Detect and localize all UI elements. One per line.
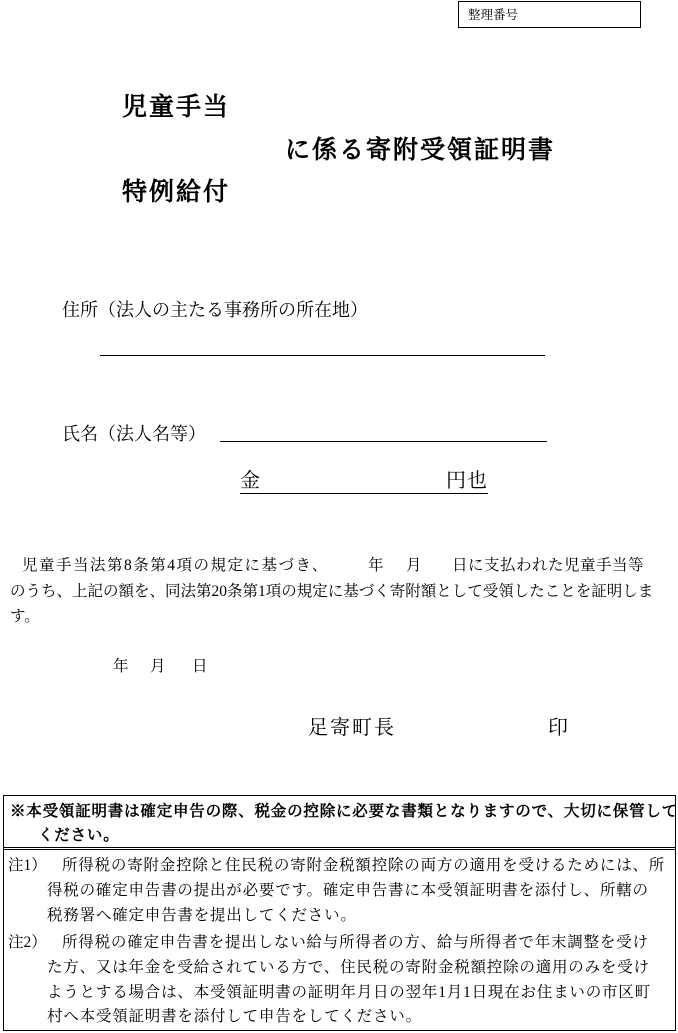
amount-suffix: 円也 bbox=[446, 470, 488, 492]
note-label: 注1） bbox=[8, 857, 47, 874]
issue-date-year-label: 年 bbox=[113, 658, 129, 675]
reference-number-label: 整理番号 bbox=[468, 8, 519, 22]
notice-divider bbox=[3, 847, 676, 850]
issuer-title: 足寄町長 bbox=[308, 717, 396, 739]
note-line: 所得税の寄附金控除と住民税の寄附金税額控除の両方の適用を受けるためには、所 bbox=[62, 857, 666, 874]
important-notice-line: ※本受領証明書は確定申告の際、税金の控除に必要な書類となりますので、大切に保管して bbox=[10, 803, 678, 820]
title-program-special-benefit: 特例給付 bbox=[122, 178, 231, 206]
address-label: 住所（法人の主たる事務所の所在地） bbox=[62, 300, 368, 320]
certification-month-label: 月 bbox=[406, 557, 422, 574]
address-fill-line bbox=[100, 355, 545, 356]
certification-line: 日に支払われた児童手当等 bbox=[452, 557, 645, 574]
note-line: ようとする場合は、本受領証明書の証明年月日の翌年1月1日現在お住まいの市区町 bbox=[47, 984, 651, 1001]
issue-date-day-label: 日 bbox=[192, 658, 208, 675]
amount-prefix: 金 bbox=[240, 470, 260, 492]
reference-number-box bbox=[458, 1, 641, 28]
note-line: 所得税の確定申告書を提出しない給与所得者の方、給与所得者で年末調整を受け bbox=[62, 934, 649, 951]
certification-line: 児童手当法第8条第4項の規定に基づき、 bbox=[22, 557, 329, 574]
certification-year-label: 年 bbox=[368, 557, 384, 574]
seal-mark: 印 bbox=[548, 717, 568, 739]
issue-date-month-label: 月 bbox=[150, 658, 166, 675]
note-label: 注2） bbox=[8, 934, 47, 951]
document-title: に係る寄附受領証明書 bbox=[285, 136, 556, 164]
note-line: た方、又は年金を受給されている方で、住民税の寄附金税額控除の適用のみを受け bbox=[47, 959, 650, 976]
note-line: 村へ本受領証明書を添付して申告をしてください。 bbox=[47, 1008, 422, 1025]
name-label: 氏名（法人名等） bbox=[62, 424, 206, 444]
important-notice-line: ください。 bbox=[38, 827, 120, 844]
certification-line: す。 bbox=[10, 608, 40, 625]
name-fill-line bbox=[220, 441, 547, 442]
note-line: 得税の確定申告書の提出が必要です。確定申告書に本受領証明書を添付し、所轄の bbox=[47, 882, 649, 899]
note-line: 税務署へ確定申告書を提出してください。 bbox=[47, 907, 357, 924]
title-program-child-allowance: 児童手当 bbox=[122, 93, 231, 121]
certification-line: のうち、上記の額を、同法第20条第1項の規定に基づく寄附額として受領したことを証明しま bbox=[10, 583, 654, 600]
amount-field bbox=[240, 469, 488, 494]
